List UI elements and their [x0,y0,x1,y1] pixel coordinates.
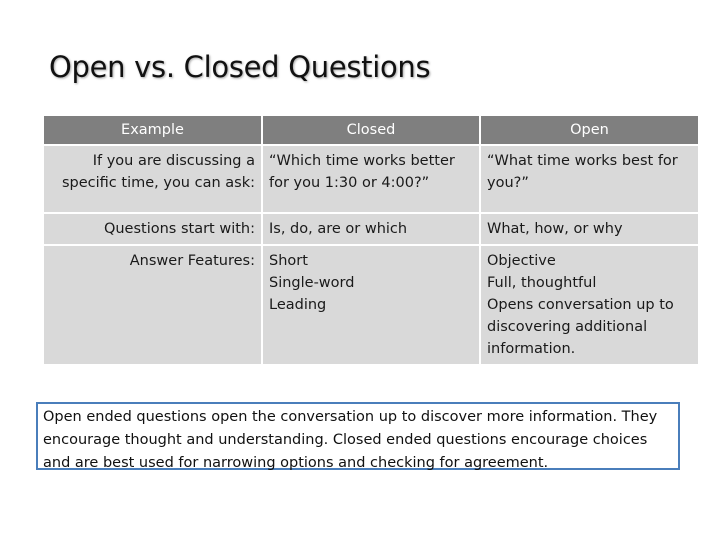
summary-line: and are best used for narrowing options and checking for agreement. [43,455,549,471]
summary-textbox [36,402,680,470]
summary-line: encourage thought and understanding. Closed ended questions encourage choices [43,432,648,448]
closed-cell [263,146,479,212]
cell-line: specific time, you can ask: [61,175,255,191]
row-label [44,214,261,244]
open-cell [481,146,698,212]
cell-line: Answer Features: [129,253,255,269]
cell-line: “What time works best for [487,153,678,169]
table-row [44,246,698,364]
row-label [44,246,261,364]
cell-line: discovering additional [487,319,648,335]
table-header-row [44,116,698,144]
cell-line: “Which time works better [269,153,455,169]
cell-line: Full, thoughtful [487,275,597,291]
comparison-table [42,114,700,366]
cell-line: information. [487,341,576,357]
summary-line: Open ended questions open the conversation up to discover more information. They [43,409,658,425]
cell-line: Single-word [269,275,355,291]
cell-line: you?” [487,175,529,191]
cell-line: Opens conversation up to [487,297,674,313]
cell-line: for you 1:30 or 4:00?” [269,175,430,191]
cell-line: Questions start with: [103,221,255,237]
header-open: Open [481,116,698,144]
cell-line: Leading [269,297,327,313]
table-row [44,214,698,244]
header-closed: Closed [263,116,479,144]
cell-line: Short [269,253,308,269]
slide-title: Open vs. Closed Questions [49,50,431,84]
cell-line: Objective [487,253,556,269]
open-cell [481,214,698,244]
cell-line: What, how, or why [487,221,623,237]
closed-cell [263,246,479,364]
cell-line: If you are discussing a [92,153,255,169]
table-row [44,146,698,212]
header-example: Example [44,116,261,144]
open-cell [481,246,698,364]
cell-line: Is, do, are or which [269,221,408,237]
closed-cell [263,214,479,244]
row-label [44,146,261,212]
